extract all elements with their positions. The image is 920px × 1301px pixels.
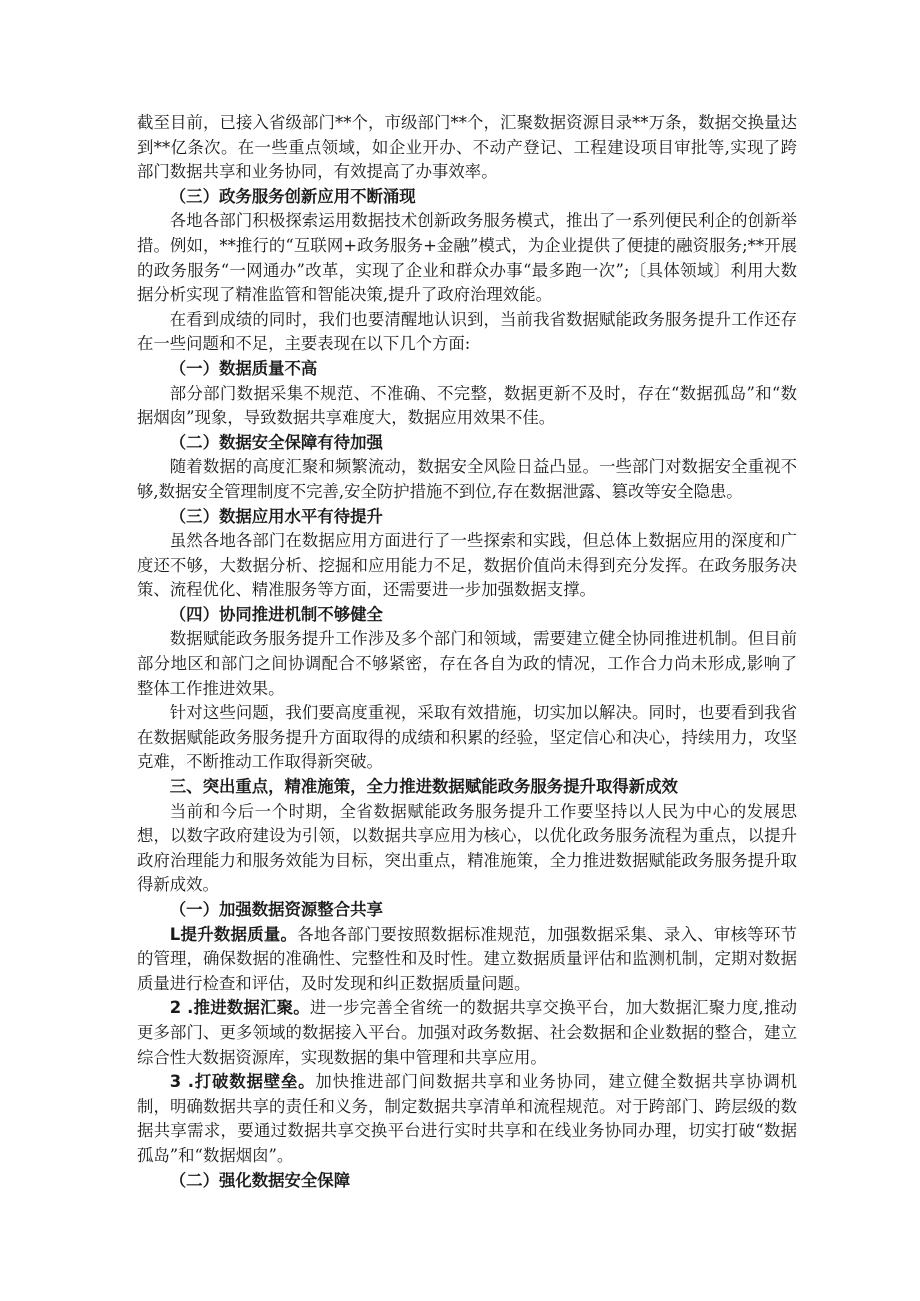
body-paragraph: 随着数据的高度汇聚和频繁流动，数据安全风险日益凸显。一些部门对数据安全重视不够,数据安全管理制度不完善,安全防护措施不到位,存在数据泄露、篡改等安全隐患。	[137, 457, 797, 501]
body-paragraph: 部分部门数据采集不规范、不准确、不完整，数据更新不及时，存在“数据孤岛”和“数据烟囱”现象，导致数据共享难度大，数据应用效果不佳。	[137, 383, 797, 428]
numbered-paragraph	[137, 996, 797, 1070]
body-paragraph: 截至目前，已接入省级部门**个，市级部门**个，汇聚数据资源目录**万条，数据交换量达到**亿条次。在一些重点领域，如企业开办、不动产登记、工程建设项目审批等,实现了跨部门数据共享和业务协同，有效提高了办事效率。	[137, 113, 797, 182]
section-heading: （二）数据安全保障有待加强	[169, 432, 383, 452]
body-paragraph: 虽然各地各部门在数据应用方面进行了一些探索和实践，但总体上数据应用的深度和广度还不够，大数据分析、挖掘和应用能力不足，数据价值尚未得到充分发挥。在政务服务决策、流程优化、精准服务等方面，还需要进一步加强数据支撑。	[137, 531, 797, 600]
section-heading: （三）数据应用水平有待提升	[169, 506, 383, 526]
body-paragraph: 在看到成绩的同时，我们也要清醒地认识到，当前我省数据赋能政务服务提升工作还存在一些问题和不足，主要表现在以下几个方面:	[137, 309, 797, 354]
body-paragraph: 各地各部门积极探索运用数据技术创新政务服务模式，推出了一系列便民利企的创新举措。例如，**推行的“互联网+政务服务+金融”模式，为企业提供了便捷的融资服务;**开展的政务服务“一网通办”改革，实现了企业和群众办事“最多跑一次”;〔具体领域〕利用大数据分析实现了精准监管和智能决策,提升了政府治理效能。	[137, 211, 797, 305]
body-paragraph: 数据赋能政务服务提升工作涉及多个部门和领域，需要建立健全协同推进机制。但目前部分地区和部门之间协调配合不够紧密，存在各自为政的情况，工作合力尚未形成,影响了整体工作推进效果。	[137, 629, 797, 698]
paragraph-lead: L提升数据质量。	[169, 924, 298, 944]
numbered-paragraph	[137, 1070, 797, 1168]
numbered-paragraph	[137, 923, 797, 997]
paragraph-text: 加快推进部门间数据共享和业务协同，建立健全数据共享协调机制，明确数据共享的责任和义务，制定数据共享清单和流程规范。对于跨部门、跨层级的数据共享需求，要通过数据共享交换平台进行实时共享和在线业务协同办理，切实打破“数据孤岛”和“数据烟囱”。	[137, 1072, 797, 1165]
body-paragraph: 针对这些问题，我们要高度重视，采取有效措施，切实加以解决。同时，也要看到我省在数据赋能政务服务提升方面取得的成绩和积累的经验，坚定信心和决心，持续用力，攻坚克难，不断推动工作取得新突破。	[137, 703, 797, 772]
section-heading: （一）数据质量不高	[169, 358, 318, 378]
paragraph-lead: 3 .打破数据壁垒。	[169, 1072, 316, 1092]
section-heading: （三）政务服务创新应用不断涌现	[169, 186, 416, 206]
paragraph-lead: 2 .推进数据汇聚。	[169, 998, 310, 1018]
body-paragraph: 当前和今后一个时期，全省数据赋能政务服务提升工作要坚持以人民为中心的发展思想，以数字政府建设为引领，以数据共享应用为核心，以优化政务服务流程为重点，以提升政府治理能力和服务效能为目标，突出重点，精准施策，全力推进数据赋能政务服务提升取得新成效。	[137, 801, 797, 895]
paragraph-text: 进一步完善全省统一的数据共享交换平台，加大数据汇聚力度,推动更多部门、更多领域的数据接入平台。加强对政务数据、社会数据和企业数据的整合，建立综合性大数据资源库，实现数据的集中管理和共享应用。	[137, 998, 797, 1067]
section-heading: （一）加强数据资源整合共享	[169, 900, 383, 919]
document-body	[137, 111, 797, 1193]
section-heading: 三、突出重点，精准施策，全力推进数据赋能政务服务提升取得新成效	[169, 777, 678, 797]
section-heading: （二）强化数据安全保障	[169, 1170, 351, 1190]
section-heading: （四）协同推进机制不够健全	[169, 604, 383, 624]
paragraph-text: 各地各部门要按照数据标准规范，加强数据采集、录入、审核等环节的管理，确保数据的准确性、完整性和及时性。建立数据质量评估和监测机制，定期对数据质量进行检查和评估，及时发现和纠正数据质量问题。	[137, 924, 797, 993]
